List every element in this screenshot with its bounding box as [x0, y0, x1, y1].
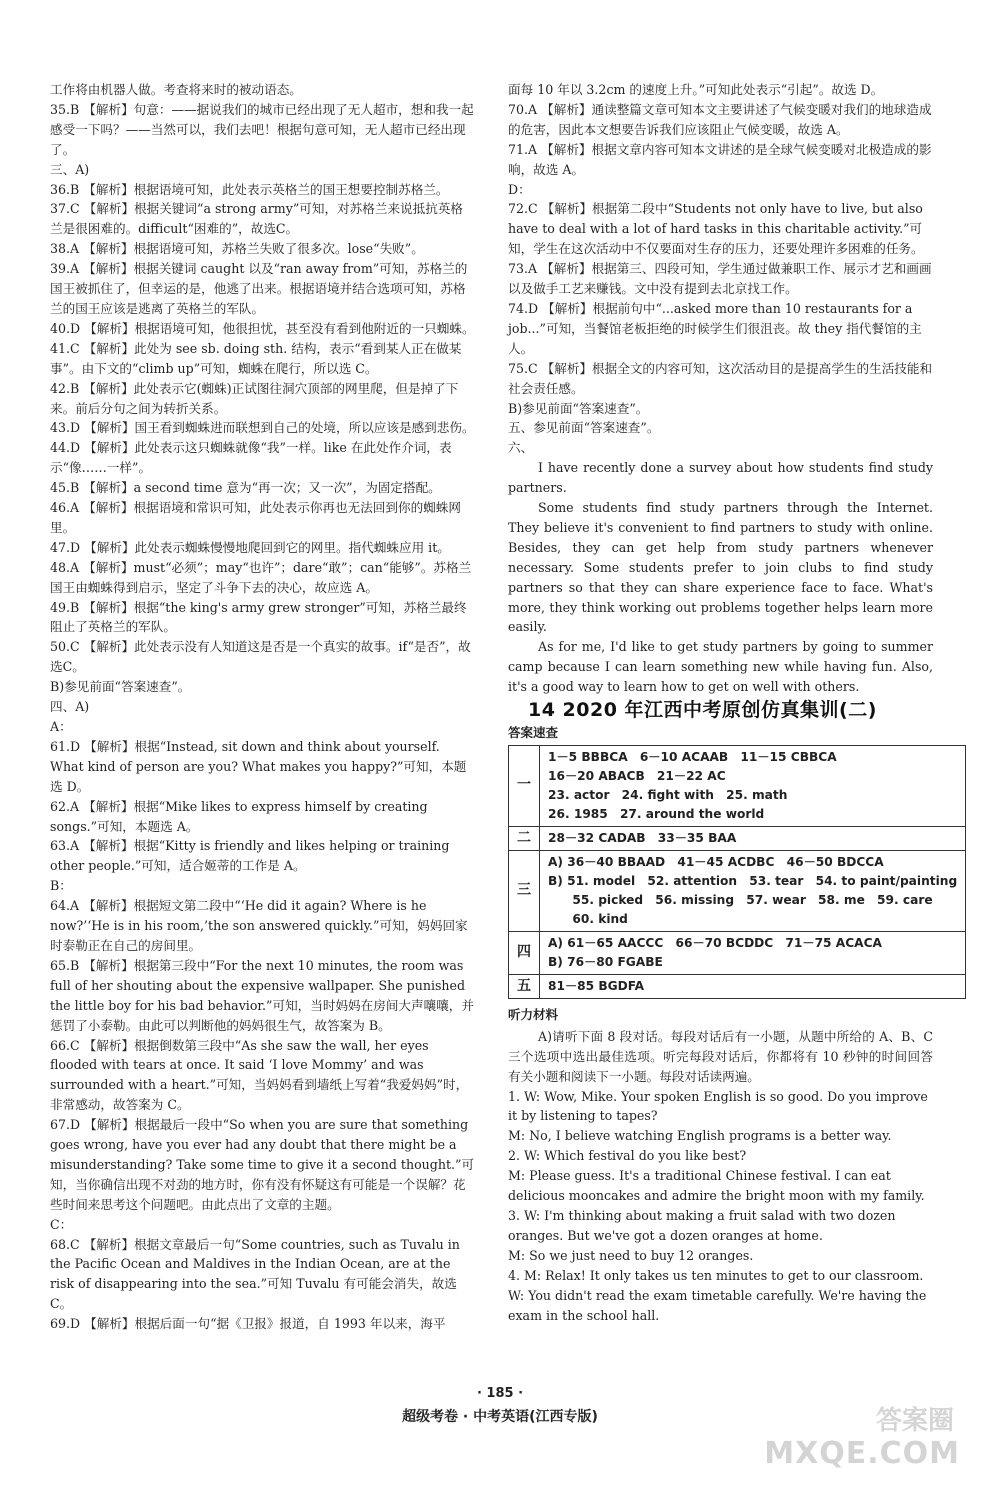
item-text: 【解析】根据倒数第三段中“As she saw the wall, her eyes flooded with tears at once. It said ‘I love Mommy’ and was surrounded with a heart.”可知，当妈妈看到墙纸上写着“我爱妈妈”时，非常感动，故答案为 C。	[50, 1037, 469, 1113]
answer-item	[508, 1266, 933, 1286]
answer-item	[508, 418, 933, 438]
item-number: 48.A	[50, 559, 84, 575]
answer-row	[509, 826, 966, 850]
answer-cell	[540, 974, 966, 998]
answer-item	[50, 379, 475, 419]
item-text: 【解析】此处为 see sb. doing sth. 结构，表示“看到某人正在做某事”。由下文的“climb up”可知，蜘蛛在爬行，所以选 C。	[50, 340, 462, 376]
answer-row	[509, 745, 966, 826]
answer-cell	[540, 850, 966, 931]
item-text: 【解析】根据“Kitty is friendly and likes helping or training other people.”可知，适合姬蒂的工作是 A。	[50, 838, 450, 874]
answer-item	[508, 259, 933, 299]
answer-item	[50, 1215, 475, 1235]
listening-label: 听力材料	[508, 1006, 559, 1022]
item-number: 42.B	[50, 380, 84, 396]
item-number: 72.C	[508, 201, 542, 217]
item-text: Relax! It only takes us ten minutes to get to our classroom.	[545, 1267, 924, 1283]
item-number: 37.C	[50, 201, 84, 217]
answer-item	[50, 339, 475, 379]
item-number: 61.D	[50, 738, 85, 754]
item-number: 64.A	[50, 898, 84, 914]
item-text: 【解析】国王看到蜘蛛进而联想到自己的处境，所以应该是感到悲伤。	[84, 420, 475, 436]
answer-item	[50, 418, 475, 438]
item-text: 六、	[508, 440, 534, 456]
answer-line: 28－32 CADAB 33－35 BAA	[548, 830, 737, 845]
item-text: 面每 10 年以 3.2cm 的速度上升。”可知此处表示“引起”。故选 D。	[508, 82, 884, 97]
item-text: B)参见前面“答案速查”。	[50, 679, 191, 695]
item-text: Please guess. It's a traditional Chinese festival. I can eat delicious mooncakes and admire the bright moon with my family.	[508, 1168, 925, 1204]
item-number: 36.B	[50, 181, 84, 197]
answer-item	[508, 1286, 933, 1326]
right-column	[508, 80, 958, 1325]
answer-line: A) 36－40 BBAAD 41－45 ACDBC 46－50 BDCCA	[548, 854, 884, 869]
answer-section-label: 一	[509, 745, 540, 826]
answer-item	[508, 100, 933, 140]
answer-item	[50, 717, 475, 737]
item-text: 【解析】此处表示蜘蛛慢慢地爬回到它的网里。指代蜘蛛应用 it。	[84, 539, 450, 555]
answer-row	[509, 850, 966, 931]
answer-item	[50, 956, 475, 1036]
item-number: 1. W:	[508, 1088, 545, 1104]
answer-row	[509, 931, 966, 974]
essay-paragraph: As for me, I'd like to get study partners by going to summer camp because I can learn something new while having fun. Also, it's a good way to learn how to get on well with others.	[508, 639, 933, 695]
item-text: 【解析】根据第三段中“For the next 10 minutes, the room was full of her shouting about the expensive wallpaper. She punished the little boy for his bad behavior.”可知，当时妈妈在房间大声嚷嚷，并惩罚了小泰勒。由此可以判断他的妈妈很生气，故答案为 B。	[50, 957, 474, 1033]
item-text: 【解析】此处表示这只蜘蛛就像“我”一样。like 在此处作介词，表示“像……一样”。	[50, 440, 452, 476]
item-number: 35.B	[50, 101, 84, 117]
item-number: 47.D	[50, 539, 85, 555]
answer-item	[508, 140, 933, 180]
item-number: 66.C	[50, 1037, 84, 1053]
answer-row	[509, 974, 966, 998]
answer-item	[508, 1087, 933, 1127]
item-number: 38.A	[50, 241, 84, 257]
book-title: 超级考卷 · 中考英语(江西专版)	[402, 1409, 598, 1425]
item-text: 【解析】根据语境和常识可知，此处表示你再也无法回到你的蜘蛛网里。	[50, 500, 461, 535]
answer-item	[508, 299, 933, 359]
item-number: 50.C	[50, 639, 84, 655]
answer-item	[50, 836, 475, 876]
page-number: · 185 ·	[476, 1386, 524, 1401]
item-text: 【解析】根据“the king's army grew stronger”可知，苏格兰最终阻止了英格兰的军队。	[50, 599, 467, 635]
item-text: So we just need to buy 12 oranges.	[529, 1247, 754, 1263]
section-title: 14 2020 年江西中考原创仿真集训(二)	[528, 699, 877, 722]
answer-item	[50, 876, 475, 896]
answer-item	[50, 199, 475, 239]
item-text: B)参见前面“答案速查”。	[508, 400, 649, 416]
item-number: 63.A	[50, 838, 84, 854]
item-number: 2. W:	[508, 1148, 545, 1164]
answer-item	[50, 160, 475, 180]
item-text: No, I believe watching English programs is a better way.	[529, 1128, 892, 1144]
answer-line: A) 61－65 AACCC 66－70 BCDDC 71－75 ACACA	[548, 935, 882, 950]
item-number: 73.A	[508, 261, 542, 277]
item-text: 工作将由机器人做。考查将来时的被动语态。	[50, 82, 302, 97]
item-number: 68.C	[50, 1236, 84, 1252]
answer-item	[50, 438, 475, 478]
answer-item	[50, 80, 475, 100]
item-text: B：	[50, 878, 72, 894]
item-text: 【解析】句意：——据说我们的城市已经出现了无人超市，想和我一起感受一下吗？——当然可以，我们去吧！根据句意可知，无人超市已经出现了。	[50, 101, 474, 157]
item-text: 【解析】根据文章内容可知本文讲述的是全球气候变暖对北极造成的影响，故选 A。	[508, 141, 932, 177]
item-number: 39.A	[50, 261, 84, 277]
answer-item	[508, 1206, 933, 1246]
answer-item	[50, 478, 475, 498]
answer-item	[508, 80, 933, 100]
item-text: 【解析】根据语境可知，此处表示英格兰的国王想要控制苏格兰。	[83, 181, 449, 197]
item-number: 3. W:	[508, 1207, 545, 1223]
answer-item	[50, 896, 475, 956]
essay-paragraph: Some students find study partners through the Internet. They believe it's convenient to find partners to study with online. Besides, they can get help from study partners whenever necessary. Some students prefer to join clubs to find study partners so that they can share experience face to face. What's more, they think working out problems together helps learn more easily.	[508, 500, 933, 635]
answer-key-label: 答案速查	[508, 725, 559, 740]
essay-paragraph: I have recently done a survey about how students find study partners.	[508, 460, 933, 496]
item-text: 【解析】根据短文第二段中“‘He did it again? Where is he now?’‘He is in his room,’the son answered quickly.”可知，妈妈回家时泰勒正在自己的房间里。	[50, 898, 468, 953]
item-number: 67.D	[50, 1117, 85, 1133]
answer-section-label: 二	[509, 826, 540, 850]
item-text: 【解析】根据文章最后一句“Some countries, such as Tuvalu in the Pacific Ocean and Maldives in the Indian Ocean, are at the risk of disappearing into the sea.”可知 Tuvalu 有可能会消失，故选 C。	[50, 1236, 460, 1312]
item-text: 【解析】根据第二段中“Students not only have to live, but also have to deal with a lot of hard tasks in this charitable activity.”可知，学生在这次活动中不仅要面对生存的压力，还要处理许多困难的任务。	[508, 201, 924, 257]
answer-item	[50, 100, 475, 160]
item-number: 75.C	[508, 360, 542, 376]
answer-line: 60. kind	[548, 911, 628, 926]
answer-item	[50, 1036, 475, 1116]
answer-section-label: 四	[509, 931, 540, 974]
answer-item	[50, 319, 475, 339]
item-number: 65.B	[50, 957, 84, 973]
answer-item	[508, 1246, 933, 1266]
item-text: A)请听下面 8 段对话。每段对话后有一小题，从题中所给的 A、B、C 三个选项中选出最佳选项。听完每段对话后，你都将有 10 秒钟的时间回答有关小题和阅读下一小题。每段对话读两遍。	[508, 1028, 933, 1084]
item-text: 【解析】根据“Instead, sit down and think about yourself. What kind of person are you? What makes you happy?”可知，本题选 D。	[50, 738, 467, 794]
answer-section-label: 五	[509, 974, 540, 998]
watermark-logo-text: 答案圈	[875, 1406, 954, 1436]
item-text: You didn't read the exam timetable carefully. We're having the exam in the school hall.	[508, 1287, 927, 1323]
item-number: 45.B	[50, 480, 84, 496]
answer-item	[50, 498, 475, 538]
item-number: 46.A	[50, 500, 84, 516]
item-text: 【解析】根据前句中“...asked more than 10 restaurants for a job...”可知，当餐馆老板拒绝的时候学生们很沮丧。故 they 指代餐馆的主人。	[508, 300, 922, 356]
answer-item	[508, 199, 933, 259]
item-text: Which festival do you like best?	[544, 1148, 747, 1164]
item-text: 【解析】此处表示没有人知道这是否是一个真实的故事。if“是否”，故选C。	[50, 639, 471, 675]
watermark-url: MXQE.COM	[764, 1436, 960, 1471]
item-text: 【解析】a second time 意为“再一次；又一次”，为固定搭配。	[83, 480, 441, 496]
item-text: D：	[508, 181, 531, 197]
item-number: 4. M:	[508, 1267, 546, 1283]
item-number: 41.C	[50, 340, 84, 356]
item-number: 71.A	[508, 141, 542, 157]
answer-table	[508, 745, 966, 999]
answer-line: 55. picked 56. missing 57. wear 58. me 59. care	[548, 892, 933, 907]
item-number: M:	[508, 1128, 530, 1144]
answer-line: 23. actor 24. fight with 25. math	[548, 787, 788, 802]
answer-item	[50, 1235, 475, 1315]
item-number: 70.A	[508, 101, 542, 117]
item-text: 【解析】此处表示它(蜘蛛)正试图往洞穴顶部的网里爬，但是掉了下来。前后分句之间为转折关系。	[50, 380, 459, 416]
item-number: W:	[508, 1287, 529, 1303]
answer-item	[508, 438, 933, 458]
answer-item	[508, 1166, 933, 1206]
item-number: 74.D	[508, 300, 543, 316]
item-text: 【解析】根据全文的内容可知，这次活动目的是提高学生的生活技能和社会责任感。	[508, 360, 933, 396]
answer-item	[50, 697, 475, 717]
item-text: 【解析】根据后面一句“据《卫报》报道，自 1993 年以来，海平	[84, 1316, 446, 1332]
item-text: 三、A)	[50, 161, 90, 177]
item-text: I'm thinking about making a fruit salad with two dozen oranges. But we've got a dozen oranges at home.	[508, 1207, 896, 1243]
answer-section-label: 三	[509, 850, 540, 931]
answer-item	[50, 737, 475, 797]
item-text: 四、A)	[50, 699, 90, 715]
answer-item	[50, 637, 475, 677]
item-number: 40.D	[50, 320, 85, 336]
item-text: 【解析】根据关键词 caught 以及“ran away from”可知，苏格兰的国王被抓住了，但幸运的是，他逃了出来。根据语境并结合选项可知，苏格兰的国王应该是逃离了英格兰的军队。	[50, 261, 468, 316]
item-number: M:	[508, 1247, 530, 1263]
answer-line: 1－5 BBBCA 6－10 ACAAB 11－15 CBBCA	[548, 749, 837, 764]
answer-line: 26. 1985 27. around the world	[548, 806, 765, 821]
item-number: 69.D	[50, 1316, 85, 1332]
item-number: 43.D	[50, 420, 85, 436]
item-text: 【解析】根据语境可知，他很担忧，甚至没有看到他附近的一只蜘蛛。	[84, 320, 475, 336]
item-text: C：	[50, 1216, 73, 1232]
answer-item	[50, 180, 475, 200]
answer-line: B) 76－80 FGABE	[548, 954, 663, 969]
item-number: M:	[508, 1168, 530, 1184]
item-text: 【解析】根据语境可知，苏格兰失败了很多次。lose“失败”。	[83, 241, 424, 257]
item-text: Wow, Mike. Your spoken English is so good. Do you improve it by listening to tapes?	[508, 1088, 928, 1124]
right-column-answers	[508, 80, 933, 458]
answer-item	[508, 399, 933, 419]
answer-item	[508, 180, 933, 200]
item-number: 49.B	[50, 599, 84, 615]
answer-item	[508, 1027, 933, 1087]
item-text: A：	[50, 719, 72, 734]
answer-cell	[540, 826, 966, 850]
item-text: 【解析】must“必须”；may“也许”；dare“敢”；can“能够”。苏格兰国王由蜘蛛得到启示，坚定了斗争下去的决心，故应选 A。	[50, 559, 472, 595]
left-column	[50, 80, 475, 1334]
answer-item	[50, 1314, 475, 1334]
answer-item	[50, 259, 475, 319]
answer-item	[50, 558, 475, 598]
answer-item	[50, 239, 475, 259]
item-text: 【解析】根据第三、四段可知，学生通过做兼职工作、展示才艺和画画以及做手工艺来赚钱。文中没有提到去北京找工作。	[508, 261, 932, 297]
item-text: 【解析】根据“Mike likes to express himself by creating songs.”可知，本题选 A。	[50, 798, 428, 834]
answer-item	[508, 1146, 933, 1166]
listening-material	[508, 1027, 933, 1326]
answer-line: B) 51. model 52. attention 53. tear 54. to paint/painting	[548, 873, 958, 888]
item-text: 【解析】通读整篇文章可知本文主要讲述了气候变暖对我们的地球造成的危害，因此本文想要告诉我们应该阻止气候变暖，故选 A。	[508, 101, 932, 137]
essay	[508, 458, 933, 697]
answer-line: 81－85 BGDFA	[548, 978, 645, 993]
answer-line: 16－20 ABACB 21－22 AC	[548, 768, 726, 783]
item-text: 【解析】根据关键词“a strong army”可知，对苏格兰来说抵抗英格兰是很困难的。difficult“困难的”，故选C。	[50, 201, 464, 237]
item-number: 44.D	[50, 440, 85, 456]
answer-item	[508, 359, 933, 399]
answer-item	[50, 598, 475, 638]
answer-item	[508, 1126, 933, 1146]
answer-item	[50, 797, 475, 837]
answer-item	[50, 538, 475, 558]
item-number: 62.A	[50, 798, 84, 814]
answer-cell	[540, 931, 966, 974]
answer-item	[50, 677, 475, 697]
item-text: 五、参见前面“答案速查”。	[508, 420, 660, 436]
item-text: 【解析】根据最后一段中“So when you are sure that something goes wrong, have you ever had any doubt that there might be a misunderstanding? Take some time to give it a second thought.”可知，当你确信出现不对劲的地方时，你有没有怀疑这有可能是一个误解？花些时间来思考这个问题吧。由此点出了文章的主题。	[50, 1117, 475, 1212]
answer-item	[50, 1115, 475, 1215]
answer-cell	[540, 745, 966, 826]
